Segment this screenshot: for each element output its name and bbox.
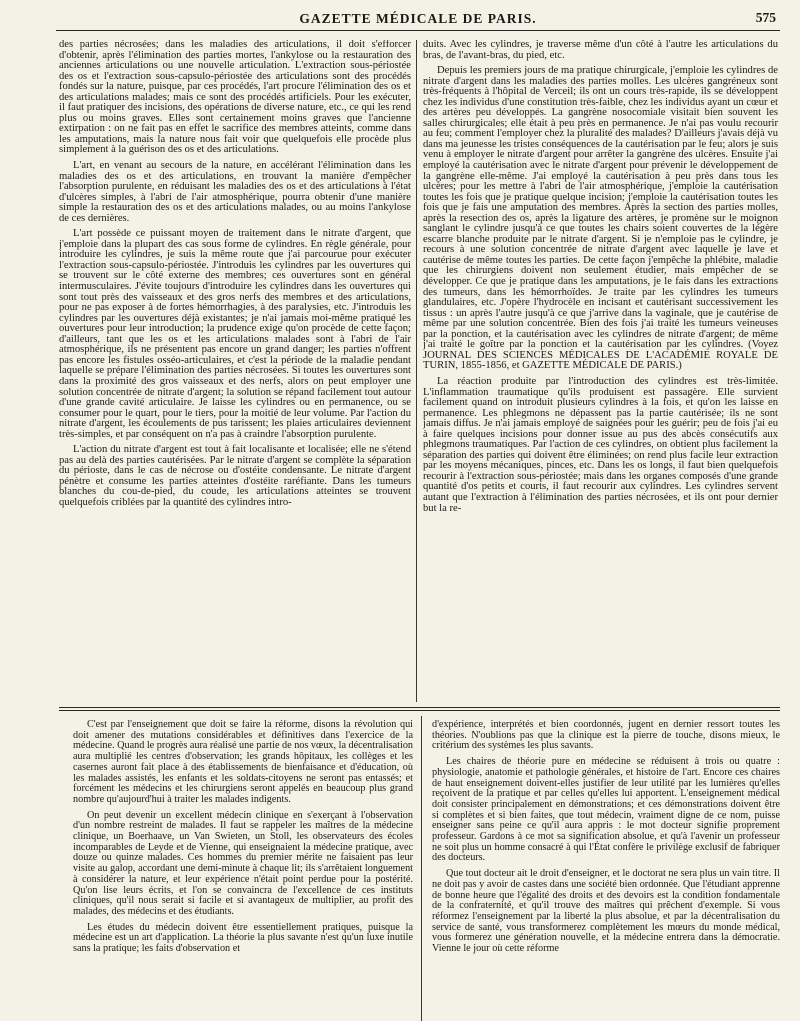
journal-title: GAZETTE MÉDICALE DE PARIS. (299, 11, 537, 26)
column-divider-bottom (421, 716, 422, 1021)
paragraph: L'action du nitrate d'argent est tout à fait localisante et localisée; elle ne s'étend pas au delà des parties cautérisées. Par le nitrate d'argent se complète la séparation du périoste, dans le cas de nécrose ou d'ostéite condensante. Le nitrate d'argent pénètre et consume les parties atteintes d'ostéite raréfiante. Dans les tumeurs blanches du cou-de-pied, du coude, les articulations atteintes se trouvent quelquefois criblées par la quantité des cylindres intro- (59, 444, 411, 508)
paragraph: Les études du médecin doivent être essentiellement pratiques, puisque la médecine est un art d'application. La théorie la plus savante n'est qu'un luxe inutile sans la pratique; les faits d'observation et (73, 921, 413, 955)
paragraph: Depuis les premiers jours de ma pratique chirurgicale, j'emploie les cylindres de nitrate d'argent dans les maladies des parties molles. Les ulcères gangréneux sont très-fréquents à l'hôpital de Verceil; ils ont un cours très-rapide, ils se développent chez les individus d'une constitution très-faible, chez les individus ayant un cœur et des artères peu développés. La gangrène nosocomiale visitait bien souvent les salles chirurgicales; elle était à peu près en permanence. Je n'ai pas voulu recourir au feu; comment l'employer chez la pluralité des malades? D'ailleurs j'avais déjà vu dans ma jeunesse les tristes conséquences de la cautérisation par le feu; alors je suis venu à employer le nitrate d'argent pour arrêter la gangrène des ulcères. Ensuite j'ai employé la cautérisation avec le nitrate d'argent pour prévenir le développement de la gangrène elle-même. J'ai employé la cautérisation à peu près dans tous les ulcères; pour les mettre à l'abri de l'air atmosphérique, j'emploie la cautérisation toutes les fois que je pratique quelque incision; j'emploie la cautérisation toutes les fois que je fais une amputation des membres. Après la section des parties molles, après la resection des os, après la ligature des artères, je promène sur le moignon sanglant le cylindre jusqu'à ce que toutes les chairs soient couvertes de la légère escarre blanche produite par le nitrate d'argent. Si je n'emploie pas le cylindre, je recours à une solution concentrée de nitrate d'argent avec laquelle je lave et cautérise de même toutes les parties. De cette façon j'empêche la phlébite, maladie que les chirurgiens doivent non seulement étudier, mais empêcher de se développer. Ce que je pratique dans les amputations, je le fais dans les extractions des tumeurs, dans les hémorrhoïdes. Je traite par les cylindres les tumeurs glandulaires, etc. J'opère l'hydrocèle en incisant et cautérisant successivement les tissus : un après l'autre jusqu'à ce que j'arrive dans la vaginale, que je cautérise de même par une solution concentrée. Bien des fois j'ai traité les tumeurs veineuses par la ponction, et la cautérisation avec les cylindres de nitrate d'argent; de même j'ai traité le goître par la ponction et la cautérisation par les cylindres. (Voyez JOURNAL DES SCIENCES MÉDICALES DE L'ACADÉMIE ROYALE DE TURIN, 1855-1856, et GAZETTE MÉDICALE DE PARIS.) (423, 65, 778, 372)
paragraph: L'art possède ce puissant moyen de traitement dans le nitrate d'argent, que j'emploie dans la plupart des cas sous forme de cylindres. En règle générale, pour introduire les cylindres, je suis la même route que j'ai parcourue pour exécuter l'extraction sous-capsulo-périostée. J'introduis les cylindres par les ouvertures qui se trouvent sur le côté externe des membres; ces ouvertures sont en général intermusculaires. J'évite toujours d'introduire les cylindres dans les ouvertures qui sont tout près des vaisseaux et des gros nerfs des membres et des articulations, pour ne pas exposer à de fortes hémorrhagies, à des paralysies, etc. J'introduis les cylindres par les ouvertures déjà existantes; je n'ai jamais moi-même pratiqué les ouvertures pour leur introduction; la prudence exige qu'on procède de cette façon; d'ailleurs, tant que les os et les articulations malades sont à l'abri de l'air atmosphérique, ils ne présentent pas encore un grand danger; les parties n'offrent pas encore les fistules osséo-articulaires, et c'est la période de la maladie pendant laquelle se prépare l'élimination des parties nécrosées. Si toutes les ouvertures sont dans la proximité des gros vaisseaux et des nerfs, alors on peut employer une solution concentrée de nitrate d'argent; la solution se répand facilement tout autour d'une grande cavité articulaire. Je laisse les cylindres ou en permanence, ou se consumer pour le quart, pour le tiers, pour la moitié de leur volume. Par l'action du nitrate d'argent, les écoulements de pus tarissent; les plaies articulaires deviennent très-simples, et par conséquent on n'a pas à craindre l'absorption purulente. (59, 228, 411, 440)
section-divider (59, 707, 780, 711)
top-left-column (59, 40, 411, 700)
page-number: 575 (755, 10, 776, 25)
bottom-right-column (432, 720, 780, 1020)
paragraph: La réaction produite par l'introduction des cylindres est très-limitée. L'inflammation traumatique qu'ils produisent est passagère. Elle survient facilement quand on introduit plusieurs cylindres à la fois, et qu'on les laisse en permanence. Les phlegmons ne dépassent pas la partie cautérisée; ils ne sont jamais diffus. Je n'ai jamais employé de saignées pour les guérir; peu de fois j'ai eu à faire quelques incisions pour donner issue au pus des abcès consécutifs aux phlegmons traumatiques. Par l'action de ces cylindres, on obtient plus facilement la séparation des parties qui doivent être éliminées; on rend plus facile leur extraction par les moyens mécaniques, pinces, etc. Dans les os longs, il faut bien quelquefois recourir à l'extraction sous-périostée; mais dans les organes composés d'une grande quantité d'os petits et courts, il faut recourir aux cylindres. Les cylindres servent autant que l'extraction à l'élimination des parties nécrosées, et ils ont pour dernier but la re- (423, 375, 778, 514)
paragraph: duits. Avec les cylindres, je traverse même d'un côté à l'autre les articulations du bras, de l'avant-bras, du pied, etc. (423, 40, 778, 61)
paragraph: L'art, en venant au secours de la nature, en accélérant l'élimination dans les maladies des os et des articulations, en trouvant la manière d'empêcher l'absorption purulente, en réduisant les maladies des os et des articulations à l'état d'ulcères simples, à l'abri de l'air atmosphérique, pourra obtenir d'une manière simple la restauration des os et des articulations malades, ou au moins l'ankylose de ces dernières. (59, 160, 411, 224)
page-header (56, 8, 780, 31)
paragraph: Que tout docteur ait le droit d'enseigner, et le doctorat ne sera plus un vain titre. Il ne doit pas y avoir de castes dans une société bien ordonnée. Que l'étudiant apprenne de bonne heure que l'égalité des droits et des devoirs est la condition fondamentale de la confraternité, et qu'il trouve des maîtres qui prêchent d'exemple. Si vous réformez l'enseignement par la liberté la plus absolue, et par la décentralisation du service de santé, vous transformerez complètement les mœurs du monde médical, vous formerez une génération nouvelle, et la médecine entrera dans la démocratie. Vienne le jour où cette réforme (432, 868, 780, 955)
top-right-column (423, 40, 778, 700)
paragraph: On peut devenir un excellent médecin clinique en s'exerçant à l'observation d'un nombre restreint de malades. Il faut se rappeler les maîtres de la médecine clinique, un Boerhaave, un Van Swieten, un Stoll, les observateurs des écoles incomparables de Leyde et de Vienne, qui enseignaient la médecine pratique, avec douze ou quinze malades. Ces hommes du premier mérite ne faisaient pas leur visite au galop, accordant une demi-minute à chaque lit; ils s'arrêtaient longuement à considérer la nature, et leur expérience n'était point perdue pour la postérité. Qu'on lise leurs écrits, et l'on se convaincra de l'excellence de ces instituts cliniques, qu'il nous serait si facile et si avantageux de multiplier, au profit des malades, des médecins et des étudiants. (73, 809, 413, 917)
paragraph: C'est par l'enseignement que doit se faire la réforme, disons la révolution qui doit amener des mutations considérables et définitives dans l'exercice de la médecine. Quand le progrès aura réalisé une partie de nos vœux, la décentralisation aura multiplié les centres d'observation; les grands hôpitaux, les collèges et les casernes auront fait place à des établissements de bienfaisance et d'éducation, où les malades assistés, les enfants et les soldats-citoyens ne seront pas entassés; et forcément les médecins et les chirurgiens seront appelés en beaucoup plus grand nombre qu'aujourd'hui à traiter les malades indigents. (73, 720, 413, 805)
bottom-left-column (73, 720, 413, 1020)
paragraph: des parties nécrosées; dans les maladies des articulations, il doit s'efforcer d'obtenir, après l'élimination des parties mortes, l'ankylose ou la restauration des anciennes articulations ou une nouvelle articulation. L'extraction sous-périostée des os et l'extraction sous-capsulo-périostée des articulations sont des procédés fondés sur la nature, puisque, par ces procédés, l'art procure l'élimination des os et des articulations malades; mais ce sont des procédés artificiels. Pour les exécuter, il faut pratiquer des incisions, des opérations de diverse nature, etc., ce qui les rend plus ou moins graves. Elles sont certainement moins graves que l'ancienne extirpation : on ne fait pas en effet le sacrifice des membres atteints, comme dans les amputations, mais la nature nous fait voir que quelquefois elle procède plus simplement à la guérison des os et des articulations. (59, 40, 411, 156)
column-divider (416, 40, 417, 702)
paragraph: d'expérience, interprétés et bien coordonnés, jugent en dernier ressort toutes les théories. N'oublions pas que la clinique est la pierre de touche, disons mieux, le critérium des systèmes les plus savants. (432, 720, 780, 752)
paragraph: Les chaires de théorie pure en médecine se réduisent à trois ou quatre : physiologie, anatomie et pathologie générales, et histoire de l'art. Encore ces chaires de haut enseignement doivent-elles justifier de leur utilité par les lumières qu'elles reçoivent de la pratique et par celles qu'elles lui apportent. L'enseignement médical doit consister principalement en démonstrations; et ces démonstrations doivent être si complètes et si bien faites, que tout médecin, vraiment digne de ce nom, puisse enseigner sans peine ce qu'il aura appris : le mot docteur signifie proprement professeur. Gardons à ce mot sa signification absolue, et qu'à l'avenir un professeur ne soit plus un homme consacré à qui l'État confère le privilège exclusif de fabriquer des docteurs. (432, 756, 780, 864)
